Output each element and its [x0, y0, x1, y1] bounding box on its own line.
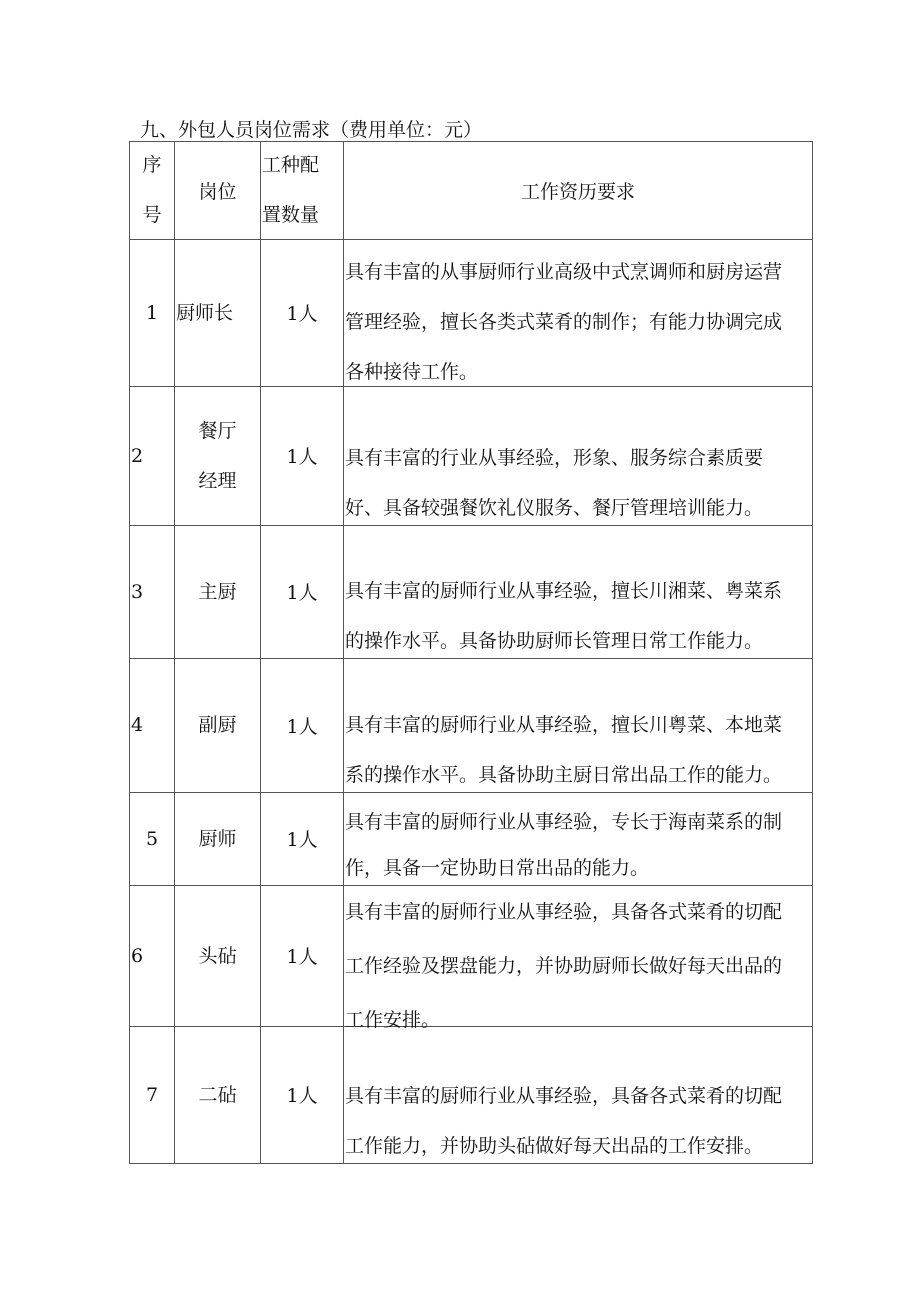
row-count: 1人: [286, 946, 318, 968]
requirement-line: 各种接待工作。: [345, 361, 479, 383]
post-line: 厨师: [198, 827, 237, 850]
row-seq: 3: [131, 580, 144, 603]
requirement-line: 具有丰富的从事厨师行业高级中式烹调师和厨房运营: [345, 261, 783, 283]
requirement-line: 工作安排。: [345, 1009, 441, 1031]
requirement-line: 具有丰富的厨师行业从事经验，专长于海南菜系的制: [345, 811, 783, 833]
header-count: [261, 141, 344, 239]
row-count: 1人: [286, 582, 318, 604]
requirement-line: 管理经验，擅长各类式菜肴的制作；有能力协调完成: [345, 311, 783, 333]
requirement-line: 的操作水平。具备协助厨师长管理日常工作能力。: [345, 630, 764, 652]
row-seq: 2: [131, 444, 144, 467]
post-line: 餐厅: [198, 419, 237, 442]
row-post: [175, 1026, 260, 1163]
row-divider: [129, 141, 813, 142]
row-post: [175, 792, 260, 885]
row-count: 1人: [286, 829, 318, 851]
header-seq: [130, 141, 174, 239]
header-requirement: 工作资历要求: [520, 180, 635, 203]
row-requirement: [345, 433, 815, 533]
column-divider: [343, 141, 344, 1163]
post-line: 二砧: [198, 1083, 237, 1106]
row-seq: 6: [131, 944, 144, 967]
row-seq: 4: [131, 714, 144, 736]
staffing-table: [129, 141, 812, 1163]
post-line: 副厨: [198, 714, 237, 736]
row-requirement: [345, 885, 815, 1047]
requirement-line: 具有丰富的厨师行业从事经验，具备各式菜肴的切配: [345, 901, 783, 923]
row-post: [175, 658, 260, 792]
header-count-line: 工种配: [262, 154, 320, 176]
requirement-line: 具有丰富的厨师行业从事经验，具备各式菜肴的切配: [345, 1085, 783, 1107]
section-title: 九、外包人员岗位需求（费用单位：元）: [140, 119, 483, 141]
requirement-line: 具有丰富的厨师行业从事经验，擅长川湘菜、粤菜系: [345, 580, 783, 602]
row-requirement: [345, 247, 815, 397]
row-count: 1人: [286, 446, 318, 468]
row-post: [175, 525, 260, 658]
header-post: 岗位: [198, 180, 237, 203]
requirement-line: 具有丰富的厨师行业从事经验，擅长川粤菜、本地菜: [345, 714, 783, 736]
requirement-line: 具有丰富的行业从事经验，形象、服务综合素质要: [345, 447, 764, 469]
post-line: 经理: [198, 469, 237, 492]
row-requirement: [345, 799, 815, 891]
row-seq: 7: [145, 1083, 159, 1106]
requirement-line: 工作能力，并协助头砧做好每天出品的工作安排。: [345, 1135, 764, 1157]
row-requirement: [345, 700, 815, 800]
requirement-line: 作，具备一定协助日常出品的能力。: [345, 857, 650, 879]
row-count: 1人: [286, 303, 318, 325]
row-post: [175, 885, 260, 1026]
row-post: [175, 239, 261, 386]
header-count-line: 置数量: [262, 204, 320, 226]
post-line: 厨师长: [176, 301, 234, 324]
header-seq-line: 号: [142, 204, 162, 226]
row-requirement: [345, 566, 815, 666]
requirement-line: 好、具备较强餐饮礼仪服务、餐厅管理培训能力。: [345, 497, 764, 519]
requirement-line: 系的操作水平。具备协助主厨日常出品工作的能力。: [345, 764, 783, 786]
requirement-line: 工作经验及摆盘能力，并协助厨师长做好每天出品的: [345, 955, 783, 977]
row-post: [175, 386, 260, 525]
row-seq: 1: [145, 301, 159, 324]
row-requirement: [345, 1071, 815, 1171]
post-line: 头砧: [198, 944, 237, 967]
row-count: 1人: [286, 715, 318, 738]
post-line: 主厨: [198, 580, 237, 603]
row-count: 1人: [286, 1085, 318, 1107]
row-seq: 5: [145, 827, 159, 850]
header-seq-line: 序: [142, 154, 162, 176]
